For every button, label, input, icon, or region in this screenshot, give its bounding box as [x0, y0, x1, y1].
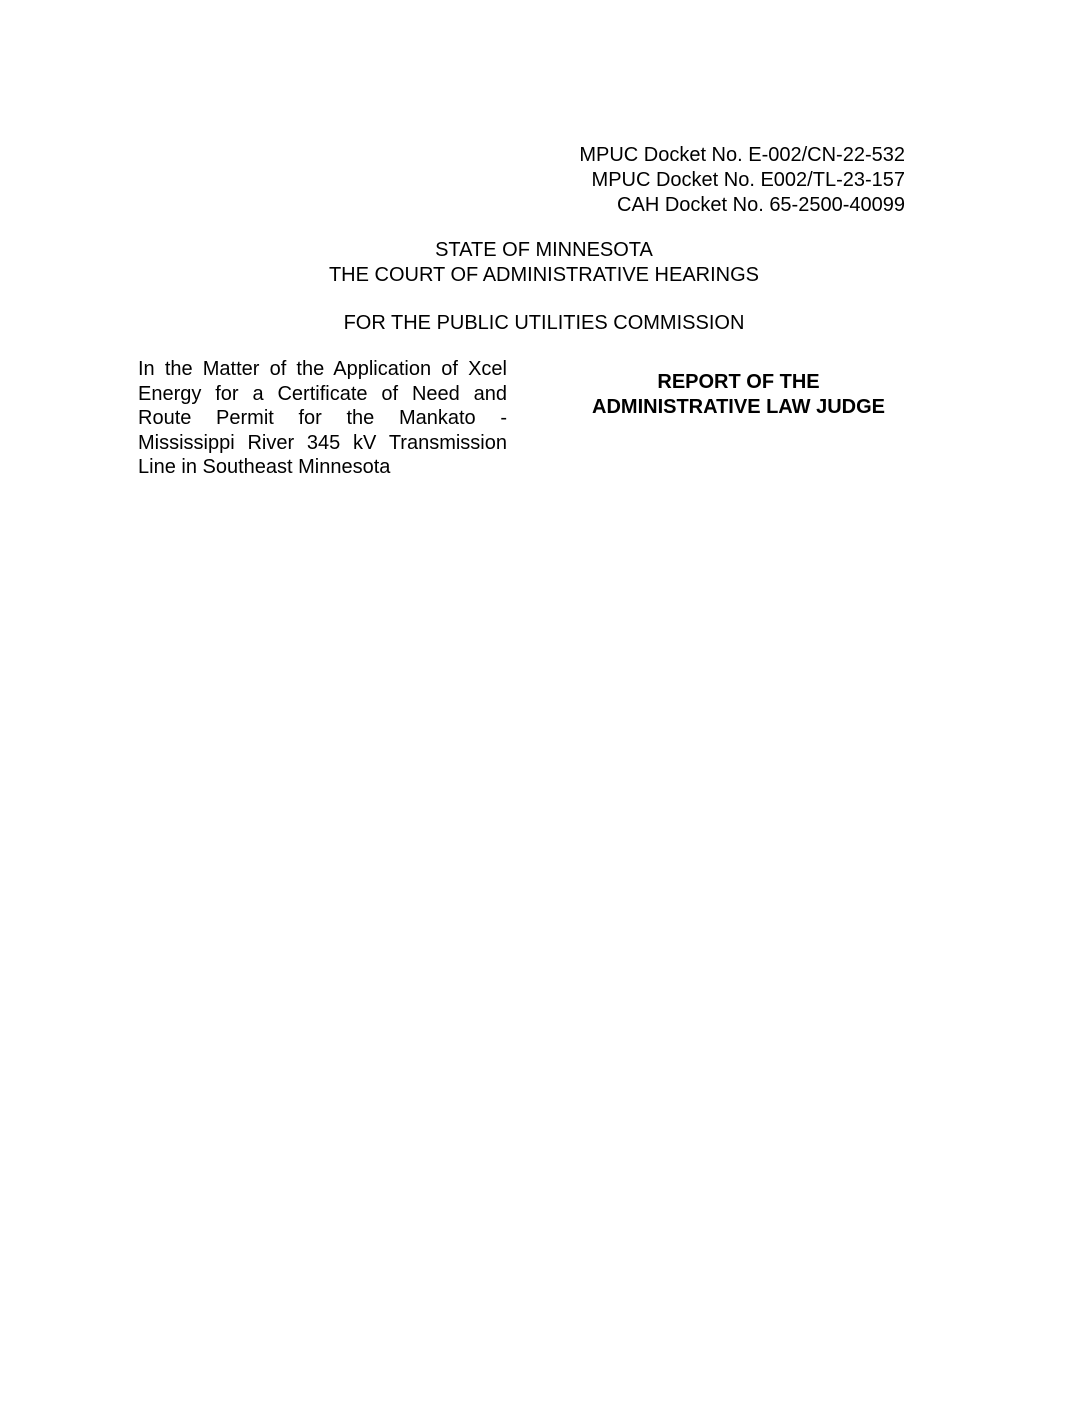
report-title-line: REPORT OF THE — [657, 371, 820, 393]
report-title — [567, 370, 910, 420]
report-title-line: ADMINISTRATIVE LAW JUDGE — [592, 396, 885, 418]
matter-caption: In the Matter of the Application of Xcel Energy for a Certificate of Need and Route Permit for the Mankato - Mississippi River 345 kV Transmission Line in Southeast Minnesota — [138, 358, 507, 479]
court-name: THE COURT OF ADMINISTRATIVE HEARINGS — [328, 264, 760, 286]
docket-number: MPUC Docket No. E-002/CN-22-532 — [579, 144, 905, 166]
docket-numbers — [579, 143, 905, 218]
court-heading — [0, 238, 1088, 288]
docket-number: MPUC Docket No. E002/TL-23-157 — [591, 169, 905, 191]
commission-heading: FOR THE PUBLIC UTILITIES COMMISSION — [343, 312, 745, 334]
docket-number: CAH Docket No. 65-2500-40099 — [617, 194, 905, 216]
state-name: STATE OF MINNESOTA — [435, 239, 653, 261]
